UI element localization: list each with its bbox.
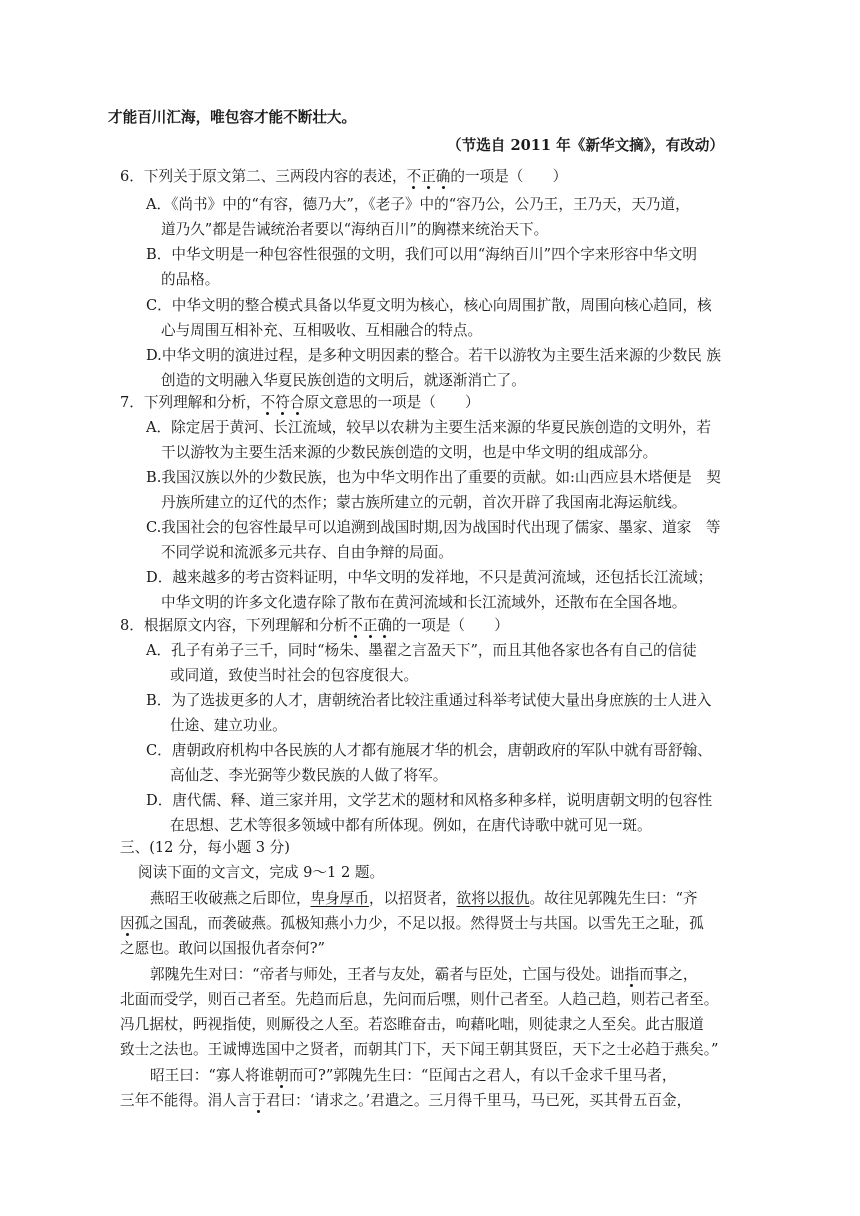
q6-option-a-line1: A．《尚书》中的“有容，德乃大”，《老子》中的“容乃公，公乃王，王乃天，天乃道，	[146, 196, 690, 213]
classical-p3-line2: 三年不能得。涓人言于君曰：‘请求之。’君遣之。三月得千里马，马已死，买其骨五百金，	[120, 1092, 692, 1109]
q8-option-a-line2: 或同道，致使当时社会的包容度很大。	[170, 667, 419, 684]
q7-option-b-line2: 丹族所建立的辽代的杰作；蒙古族所建立的元朝，首次开辟了我国南北海运航线。	[161, 494, 687, 511]
q6-option-b-line1: B．中华文明是一种包容性很强的文明，我们可以用“海纳百川”四个字来形容中华文明	[146, 246, 698, 263]
section-3-heading: 三、(12 分，每小题 3 分)	[120, 839, 290, 856]
passage-source: （节选自 2011 年《新华文摘》，有改动）	[447, 137, 724, 154]
classical-p1-line1: 燕昭王收破燕之后即位，卑身厚币，以招贤者，欲将以报仇。故往见郭隗先生曰：“齐	[150, 890, 698, 907]
q7-option-d-line1: D．越来越多的考古资料证明，中华文明的发祥地，不只是黄河流域，还包括长江流域；	[146, 569, 713, 586]
question-6-stem: 6．下列关于原文第二、三两段内容的表述，不正确的一项是（ ）	[120, 168, 568, 185]
question-8-stem: 8．根据原文内容，下列理解和分析不正确的一项是（ ）	[120, 617, 509, 634]
section-3-instruction: 阅读下面的文言文，完成 9～1 2 题。	[138, 864, 385, 881]
classical-p2-line1: 郭隗先生对曰：“帝者与师处，王者与友处，霸者与臣处，亡国与役处。诎指而事之，	[150, 966, 698, 983]
classical-p3-line1: 昭王曰：“寡人将谁朝而可?”郭隗先生曰：“臣闻古之君人，有以千金求千里马者，	[150, 1067, 677, 1084]
q8-option-c-line1: C．唐朝政府机构中各民族的人才都有施展才华的机会，唐朝政府的军队中就有哥舒翰、	[146, 742, 712, 759]
classical-p2-line3: 冯几据杖，眄视指使，则厮役之人至。若恣睢奋击，呴藉叱咄，则徒隶之人至矣。此古服道	[120, 1016, 704, 1033]
q7-option-d-line2: 中华文明的许多文化遗存除了散布在黄河流域和长江流域外，还散布在全国各地。	[161, 594, 687, 611]
question-7-stem: 7．下列理解和分析，不符合原文意思的一项是（ ）	[120, 394, 480, 411]
q6-option-d-line1: D.中华文明的演进过程，是多种文明因素的整合。若干以游牧为主要生活来源的少数民 族	[146, 347, 722, 364]
q7-option-c-line2: 不同学说和流派多元共存、自由争辩的局面。	[161, 544, 453, 561]
q8-option-b-line2: 仕途、建立功业。	[170, 717, 287, 734]
classical-p2-line2: 北面而受学，则百己者至。先趋而后息，先问而后嘿，则什己者至。人趋己趋，则若己者至。	[120, 991, 719, 1008]
q8-option-d-line2: 在思想、艺术等很多领域中都有所体现。例如，在唐代诗歌中就可见一斑。	[170, 817, 652, 834]
q8-option-c-line2: 高仙芝、李光弼等少数民族的人做了将军。	[170, 767, 448, 784]
q6-option-d-line2: 创造的文明融入华夏民族创造的文明后，就逐渐消亡了。	[161, 372, 526, 389]
q6-option-b-line2: 的品格。	[161, 271, 220, 288]
q6-option-c-line2: 心与周围互相补充、互相吸收、互相融合的特点。	[161, 322, 483, 339]
q8-option-a-line1: A．孔子有弟子三千，同时“杨朱、墨翟之言盈天下”，而且其他各家也各有自己的信徒	[146, 642, 697, 659]
q8-option-d-line1: D．唐代儒、释、道三家并用，文学艺术的题材和风格多种多样，说明唐朝文明的包容性	[146, 792, 713, 809]
q7-option-a-line2: 干以游牧为主要生活来源的少数民族创造的文明，也是中华文明的组成部分。	[161, 444, 658, 461]
q7-option-b-line1: B.我国汉族以外的少数民族，也为中华文明作出了重要的贡献。如:山西应县木塔便是 契	[146, 469, 721, 486]
classical-p1-line2: 因孤之国乱，而袭破燕。孤极知燕小力少，不足以报。然得贤士与共国。以雪先王之耻，孤	[120, 915, 704, 932]
classical-p1-line3: 之愿也。敢问以国报仇者奈何?”	[120, 940, 326, 957]
passage-last-line: 才能百川汇海，唯包容才能不断壮大。	[108, 109, 357, 126]
q7-option-c-line1: C.我国社会的包容性最早可以追溯到战国时期,因为战国时代出现了儒家、墨家、道家 等	[146, 519, 721, 536]
q6-option-a-line2: 道乃久”都是告诫统治者要以“海纳百川”的胸襟来统治天下。	[161, 221, 549, 238]
q8-option-b-line1: B．为了选拔更多的人才，唐朝统治者比较注重通过科举考试使大量出身庶族的士人进入	[146, 692, 712, 709]
classical-p2-line4: 致士之法也。王诚博选国中之贤者，而朝其门下，天下闻王朝其贤臣，天下之士必趋于燕矣。”	[120, 1041, 719, 1058]
q7-option-a-line1: A．除定居于黄河、长江流域，较早以农耕为主要生活来源的华夏民族创造的文明外，若	[146, 419, 712, 436]
q6-option-c-line1: C．中华文明的整合模式具备以华夏文明为核心，核心向周围扩散，周围向核心趋同，核	[146, 297, 712, 314]
